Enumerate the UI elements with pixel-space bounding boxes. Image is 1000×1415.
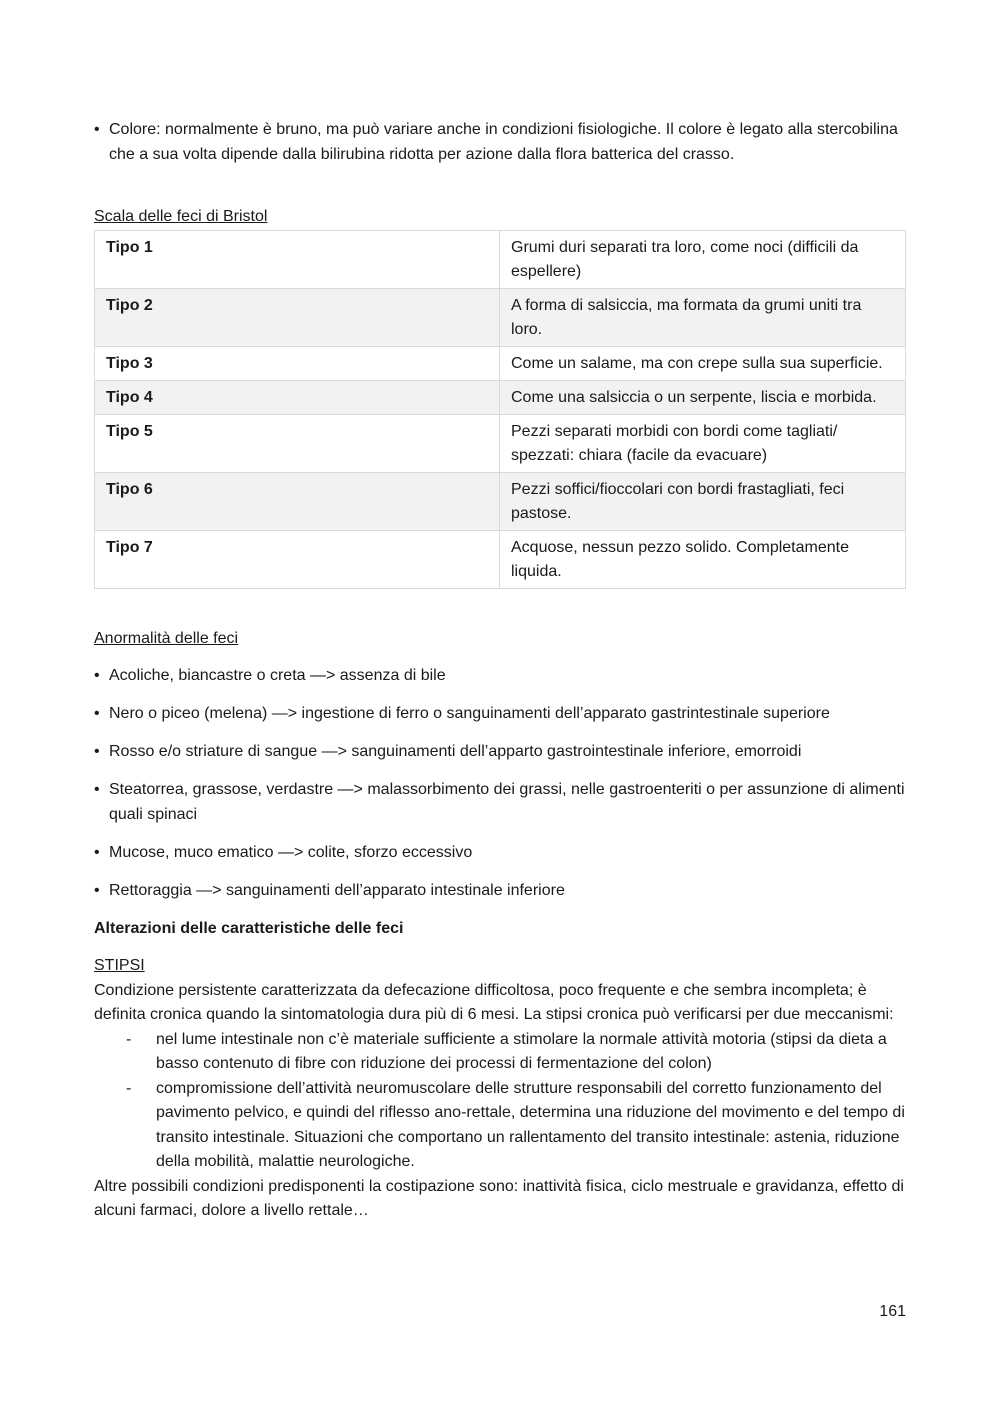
description-cell: Pezzi soffici/fioccolari con bordi frastagliati, feci pastose.: [500, 472, 906, 530]
type-cell: Tipo 2: [95, 288, 500, 346]
list-item: [94, 740, 906, 765]
list-item: [94, 778, 906, 827]
alterations-heading: Alterazioni delle caratteristiche delle feci: [94, 919, 404, 937]
table-row: [95, 288, 906, 346]
list-item-text: Rettoraggia —> sanguinamenti dell’apparato intestinale inferiore: [109, 881, 565, 899]
table-row: [95, 414, 906, 472]
list-item-text: Nero o piceo (melena) —> ingestione di ferro o sanguinamenti dell’apparato gastrintestinale superiore: [109, 705, 830, 722]
list-item-text: Steatorrea, grassose, verdastre —> malassorbimento dei grassi, nelle gastroenteriti o per assunzione di alimenti quali spinaci: [109, 781, 905, 823]
bristol-scale-title: Scala delle feci di Bristol: [94, 208, 268, 225]
type-cell: Tipo 5: [95, 414, 500, 472]
color-paragraph: [94, 118, 906, 167]
list-item: [94, 841, 906, 866]
description-cell: A forma di salsiccia, ma formata da grumi uniti tra loro.: [500, 288, 906, 346]
bullet-mark: •: [94, 843, 100, 861]
bullet-mark: •: [94, 781, 100, 798]
list-item-text: Mucose, muco ematico —> colite, sforzo eccessivo: [109, 843, 473, 861]
list-item: [94, 1077, 906, 1175]
type-cell: Tipo 6: [95, 472, 500, 530]
bullet-mark: •: [94, 881, 100, 899]
description-cell: Come una salsiccia o un serpente, liscia e morbida.: [500, 380, 906, 414]
description-cell: Acquose, nessun pezzo solido. Completamente liquida.: [500, 530, 906, 588]
bullet-mark: •: [94, 705, 100, 722]
type-cell: Tipo 7: [95, 530, 500, 588]
abnormalities-list: [94, 664, 906, 903]
type-cell: Tipo 3: [95, 346, 500, 380]
table-row: [95, 472, 906, 530]
bullet-mark: •: [94, 743, 100, 760]
abnormalities-title: Anormalità delle feci: [94, 629, 239, 647]
table-row: [95, 530, 906, 588]
table-row: [95, 380, 906, 414]
list-item: [94, 879, 906, 904]
dash-mark: -: [126, 1079, 132, 1097]
list-item: [94, 702, 906, 727]
list-item-text: compromissione dell’attività neuromuscolare delle strutture responsabili del corretto funzionamento del pavimento pelvico, e quindi del riflesso ano-rettale, determina una riduzione del movimento e del tempo di transito intestinale. Situazioni che comportano un rallentamento del transito intestinale: astenia, riduzione della mobilità, malattie neurologiche.: [156, 1079, 905, 1170]
mechanisms-list: [94, 1028, 906, 1175]
table-row: [95, 346, 906, 380]
type-cell: Tipo 1: [95, 230, 500, 288]
list-item-text: Acoliche, biancastre o creta —> assenza di bile: [109, 667, 446, 684]
stipsi-paragraph: Condizione persistente caratterizzata da defecazione difficoltosa, poco frequente e che sembra incompleta; è definita cronica quando la sintomatologia dura più di 6 mesi. La stipsi cronica può verificarsi per due meccanismi:: [94, 981, 894, 1023]
document-page: [94, 118, 906, 1224]
bullet-mark: •: [94, 667, 100, 684]
description-cell: Grumi duri separati tra loro, come noci (difficili da espellere): [500, 230, 906, 288]
bristol-scale-table: [94, 230, 906, 589]
description-cell: Pezzi separati morbidi con bordi come tagliati/ spezzati: chiara (facile da evacuare): [500, 414, 906, 472]
list-item: [94, 1028, 906, 1077]
list-item: [94, 664, 906, 689]
list-item-text: nel lume intestinale non c’è materiale sufficiente a stimolare la normale attività motoria (stipsi da dieta a basso contenuto di fibre con riduzione dei processi di fermentazione del colon): [156, 1030, 887, 1072]
page-number: 161: [879, 1303, 906, 1320]
stipsi-closing-paragraph: Altre possibili condizioni predisponenti la costipazione sono: inattività fisica, ciclo mestruale e gravidanza, effetto di alcuni farmaci, dolore a livello rettale…: [94, 1177, 904, 1219]
table-row: [95, 230, 906, 288]
stipsi-title: STIPSI: [94, 957, 145, 974]
dash-mark: -: [126, 1030, 132, 1048]
type-cell: Tipo 4: [95, 380, 500, 414]
bullet-mark: •: [94, 121, 100, 138]
color-text: Colore: normalmente è bruno, ma può variare anche in condizioni fisiologiche. Il colore è legato alla stercobilina che a sua volta dipende dalla bilirubina ridotta per azione dalla flora batterica del crasso.: [109, 121, 898, 163]
description-cell: Come un salame, ma con crepe sulla sua superficie.: [500, 346, 906, 380]
list-item-text: Rosso e/o striature di sangue —> sanguinamenti dell’apparto gastrointestinale inferiore, emorroidi: [109, 743, 802, 760]
